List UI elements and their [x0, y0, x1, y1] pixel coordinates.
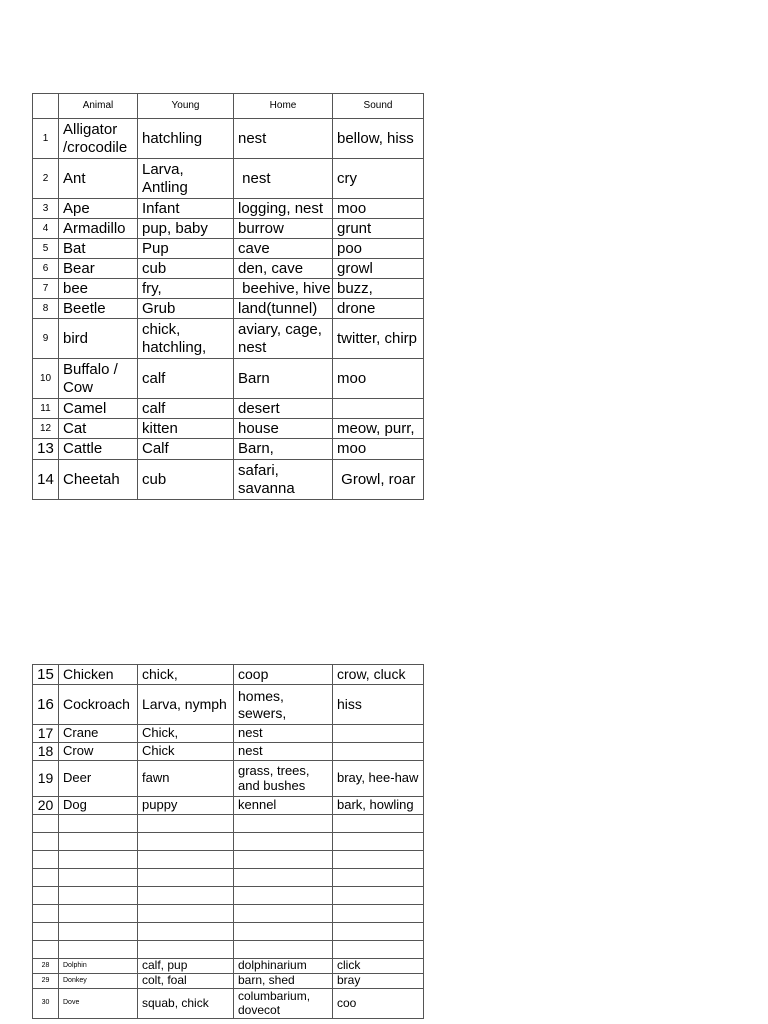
row-number: 16 — [33, 685, 59, 725]
empty-row — [33, 869, 424, 887]
empty-cell — [234, 923, 333, 941]
young-cell: Chick, — [138, 725, 234, 743]
young-cell: calf — [138, 399, 234, 419]
animal-cell: Beetle — [59, 299, 138, 319]
table-row — [33, 239, 424, 259]
row-number: 4 — [33, 219, 59, 239]
empty-cell — [138, 815, 234, 833]
young-cell: Chick — [138, 743, 234, 761]
row-number: 11 — [33, 399, 59, 419]
header-sound: Sound — [333, 94, 424, 119]
sound-cell: poo — [333, 239, 424, 259]
row-number: 20 — [33, 797, 59, 815]
animal-cell: bird — [59, 319, 138, 359]
sound-cell: moo — [333, 199, 424, 219]
empty-cell — [59, 869, 138, 887]
home-cell: nest — [234, 743, 333, 761]
empty-cell — [333, 833, 424, 851]
empty-cell — [138, 833, 234, 851]
home-cell: nest — [234, 159, 333, 199]
sound-cell: bellow, hiss — [333, 119, 424, 159]
row-number: 18 — [33, 743, 59, 761]
table-row — [33, 119, 424, 159]
home-cell: logging, nest — [234, 199, 333, 219]
sound-cell: crow, cluck — [333, 665, 424, 685]
empty-cell — [138, 851, 234, 869]
empty-row — [33, 905, 424, 923]
home-cell: kennel — [234, 797, 333, 815]
row-number: 9 — [33, 319, 59, 359]
animal-cell: Ape — [59, 199, 138, 219]
table-row — [33, 319, 424, 359]
home-cell: house — [234, 419, 333, 439]
row-number: 7 — [33, 279, 59, 299]
animal-cell: Alligator /crocodile — [59, 119, 138, 159]
empty-row — [33, 851, 424, 869]
row-number: 8 — [33, 299, 59, 319]
home-cell: land(tunnel) — [234, 299, 333, 319]
animal-cell: Dog — [59, 797, 138, 815]
empty-cell — [234, 887, 333, 905]
row-number: 19 — [33, 761, 59, 797]
table-row — [33, 419, 424, 439]
row-number: 5 — [33, 239, 59, 259]
empty-cell — [234, 815, 333, 833]
sound-cell: meow, purr, — [333, 419, 424, 439]
animal-cell: Camel — [59, 399, 138, 419]
animal-cell: bee — [59, 279, 138, 299]
table-row — [33, 199, 424, 219]
empty-cell — [333, 869, 424, 887]
home-cell: Barn, — [234, 439, 333, 460]
table-row — [33, 439, 424, 460]
sound-cell: cry — [333, 159, 424, 199]
home-cell: desert — [234, 399, 333, 419]
sound-cell: bray — [333, 974, 424, 989]
animals-table-1 — [32, 93, 424, 500]
sound-cell: drone — [333, 299, 424, 319]
empty-row — [33, 815, 424, 833]
empty-cell — [138, 941, 234, 959]
empty-row — [33, 887, 424, 905]
header-young: Young — [138, 94, 234, 119]
sound-cell: bray, hee-haw — [333, 761, 424, 797]
table-row — [33, 299, 424, 319]
empty-cell — [33, 941, 59, 959]
empty-cell — [59, 923, 138, 941]
young-cell: Larva, Antling — [138, 159, 234, 199]
empty-cell — [333, 815, 424, 833]
header-number — [33, 94, 59, 119]
table-row — [33, 279, 424, 299]
header-animal: Animal — [59, 94, 138, 119]
sound-cell — [333, 743, 424, 761]
young-cell: Calf — [138, 439, 234, 460]
sound-cell — [333, 399, 424, 419]
table-row — [33, 219, 424, 239]
empty-cell — [138, 887, 234, 905]
home-cell: cave — [234, 239, 333, 259]
animal-cell: Donkey — [59, 974, 138, 989]
animal-cell: Armadillo — [59, 219, 138, 239]
table-row — [33, 685, 424, 725]
young-cell: Grub — [138, 299, 234, 319]
row-number: 2 — [33, 159, 59, 199]
home-cell: safari, savanna — [234, 460, 333, 500]
empty-cell — [333, 941, 424, 959]
sound-cell: buzz, — [333, 279, 424, 299]
young-cell: puppy — [138, 797, 234, 815]
empty-cell — [234, 869, 333, 887]
row-number: 17 — [33, 725, 59, 743]
animal-cell: Crane — [59, 725, 138, 743]
young-cell: Pup — [138, 239, 234, 259]
animal-cell: Bat — [59, 239, 138, 259]
empty-cell — [33, 923, 59, 941]
row-number: 1 — [33, 119, 59, 159]
young-cell: Infant — [138, 199, 234, 219]
empty-cell — [33, 815, 59, 833]
young-cell: kitten — [138, 419, 234, 439]
empty-cell — [333, 851, 424, 869]
empty-cell — [234, 833, 333, 851]
young-cell: chick, — [138, 665, 234, 685]
row-number: 28 — [33, 959, 59, 974]
young-cell: hatchling — [138, 119, 234, 159]
empty-cell — [33, 905, 59, 923]
row-number: 15 — [33, 665, 59, 685]
empty-cell — [234, 851, 333, 869]
empty-cell — [33, 887, 59, 905]
row-number: 30 — [33, 989, 59, 1019]
animal-cell: Dove — [59, 989, 138, 1019]
young-cell: fawn — [138, 761, 234, 797]
home-cell: barn, shed — [234, 974, 333, 989]
row-number: 14 — [33, 460, 59, 500]
row-number: 3 — [33, 199, 59, 219]
table-row — [33, 761, 424, 797]
young-cell: calf — [138, 359, 234, 399]
animal-cell: Crow — [59, 743, 138, 761]
sound-cell: grunt — [333, 219, 424, 239]
empty-cell — [59, 815, 138, 833]
home-cell: burrow — [234, 219, 333, 239]
home-cell: nest — [234, 725, 333, 743]
table-row — [33, 399, 424, 419]
home-cell: columbarium, dovecot — [234, 989, 333, 1019]
animal-cell: Dolphin — [59, 959, 138, 974]
home-cell: coop — [234, 665, 333, 685]
table-row — [33, 359, 424, 399]
empty-row — [33, 941, 424, 959]
table-row — [33, 797, 424, 815]
empty-cell — [33, 833, 59, 851]
home-cell: den, cave — [234, 259, 333, 279]
empty-cell — [234, 941, 333, 959]
young-cell: cub — [138, 259, 234, 279]
sound-cell: hiss — [333, 685, 424, 725]
empty-cell — [138, 923, 234, 941]
table-row — [33, 989, 424, 1019]
empty-cell — [138, 905, 234, 923]
row-number: 10 — [33, 359, 59, 399]
young-cell: Larva, nymph — [138, 685, 234, 725]
sound-cell: bark, howling — [333, 797, 424, 815]
header-home: Home — [234, 94, 333, 119]
empty-cell — [33, 851, 59, 869]
home-cell: dolphinarium — [234, 959, 333, 974]
animal-cell: Cat — [59, 419, 138, 439]
sound-cell — [333, 725, 424, 743]
sound-cell: coo — [333, 989, 424, 1019]
home-cell: homes, sewers, — [234, 685, 333, 725]
table-header-row — [33, 94, 424, 119]
table-row — [33, 974, 424, 989]
animal-cell: Cockroach — [59, 685, 138, 725]
animal-cell: Ant — [59, 159, 138, 199]
young-cell: pup, baby — [138, 219, 234, 239]
table-row — [33, 460, 424, 500]
animal-cell: Buffalo / Cow — [59, 359, 138, 399]
table-row — [33, 725, 424, 743]
sound-cell: click — [333, 959, 424, 974]
empty-cell — [138, 869, 234, 887]
animal-cell: Cattle — [59, 439, 138, 460]
empty-cell — [333, 905, 424, 923]
young-cell: cub — [138, 460, 234, 500]
young-cell: squab, chick — [138, 989, 234, 1019]
young-cell: fry, — [138, 279, 234, 299]
table-row — [33, 959, 424, 974]
row-number: 12 — [33, 419, 59, 439]
table-row — [33, 743, 424, 761]
sound-cell: growl — [333, 259, 424, 279]
animals-table-2 — [32, 664, 424, 1019]
empty-cell — [59, 833, 138, 851]
animal-cell: Bear — [59, 259, 138, 279]
empty-cell — [59, 851, 138, 869]
sound-cell: moo — [333, 439, 424, 460]
home-cell: nest — [234, 119, 333, 159]
animal-cell: Deer — [59, 761, 138, 797]
animal-cell: Cheetah — [59, 460, 138, 500]
empty-cell — [333, 923, 424, 941]
sound-cell: Growl, roar — [333, 460, 424, 500]
home-cell: aviary, cage, nest — [234, 319, 333, 359]
young-cell: colt, foal — [138, 974, 234, 989]
sound-cell: moo — [333, 359, 424, 399]
row-number: 6 — [33, 259, 59, 279]
table-row — [33, 259, 424, 279]
table-row — [33, 159, 424, 199]
home-cell: beehive, hive — [234, 279, 333, 299]
sound-cell: twitter, chirp — [333, 319, 424, 359]
young-cell: chick, hatchling, — [138, 319, 234, 359]
home-cell: grass, trees, and bushes — [234, 761, 333, 797]
empty-cell — [59, 905, 138, 923]
row-number: 13 — [33, 439, 59, 460]
empty-cell — [59, 941, 138, 959]
empty-row — [33, 923, 424, 941]
home-cell: Barn — [234, 359, 333, 399]
empty-cell — [333, 887, 424, 905]
empty-cell — [59, 887, 138, 905]
animal-cell: Chicken — [59, 665, 138, 685]
empty-cell — [33, 869, 59, 887]
young-cell: calf, pup — [138, 959, 234, 974]
empty-row — [33, 833, 424, 851]
empty-cell — [234, 905, 333, 923]
table-row — [33, 665, 424, 685]
row-number: 29 — [33, 974, 59, 989]
